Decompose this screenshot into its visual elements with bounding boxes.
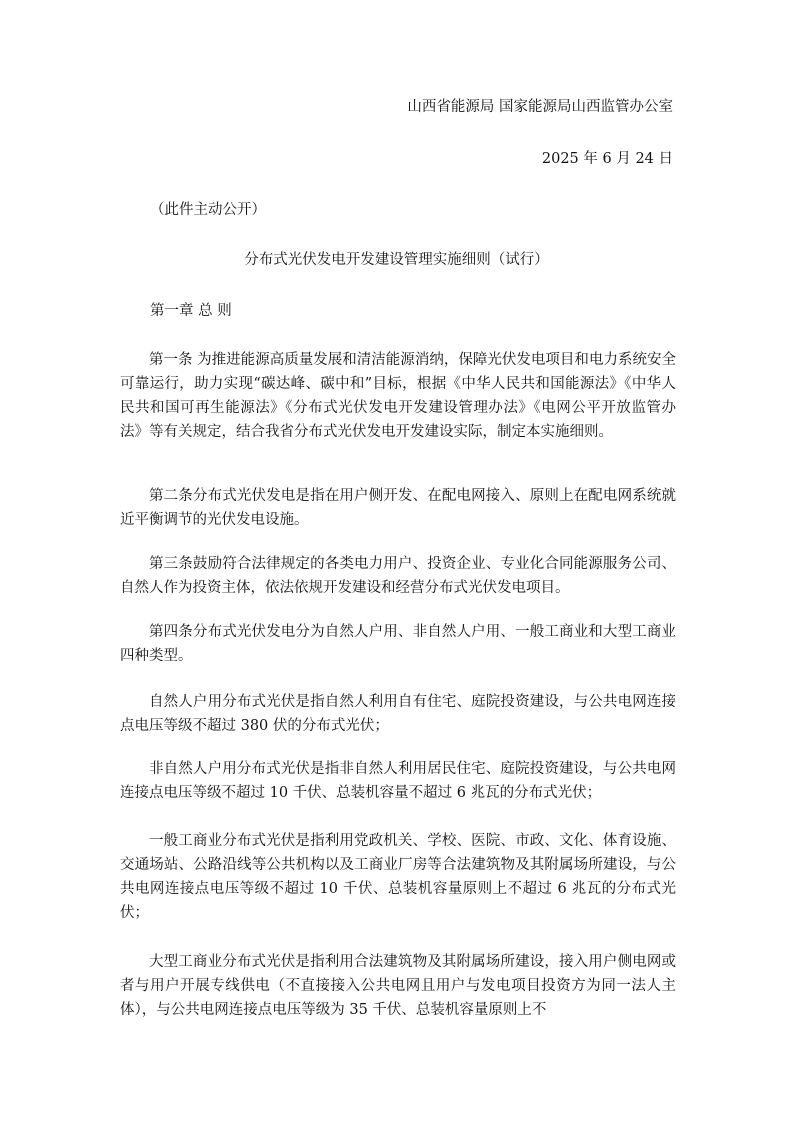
- article-3: [120, 552, 676, 600]
- issuer-line: 山西省能源局 国家能源局山西监管办公室: [407, 99, 673, 115]
- type-general-commercial: [120, 829, 676, 925]
- paragraph-text: 第二条分布式光伏发电是指在用户侧开发、在配电网接入、原则上在配电网系统就近平衡调节的光伏发电设施。: [120, 488, 676, 528]
- chapter-heading: 第一章 总 则: [150, 303, 232, 319]
- article-2: [120, 484, 676, 532]
- paragraph-text: 第三条鼓励符合法律规定的各类电力用户、投资企业、专业化合同能源服务公司、自然人作为投资主体，依法依规开发建设和经营分布式光伏发电项目。: [120, 556, 676, 596]
- type-non-natural-person-household: [120, 757, 676, 805]
- issue-date: 2025 年 6 月 24 日: [541, 151, 673, 167]
- paragraph-text: 自然人户用分布式光伏是指自然人利用自有住宅、庭院投资建设，与公共电网连接点电压等级不超过 380 伏的分布式光伏；: [120, 694, 676, 734]
- paragraph-text: 一般工商业分布式光伏是指利用党政机关、学校、医院、市政、文化、体育设施、交通场站、公路沿线等公共机构以及工商业厂房等合法建筑物及其附属场所建设，与公共电网连接点电压等级不超过 10 千伏、总装机容量原则上不超过 6 兆瓦的分布式光伏；: [120, 833, 676, 921]
- type-large-commercial: [120, 950, 676, 1022]
- article-4: [120, 620, 676, 668]
- paragraph-text: 大型工商业分布式光伏是指利用合法建筑物及其附属场所建设，接入用户侧电网或者与用户开展专线供电（不直接接入公共电网且用户与发电项目投资方为同一法人主体），与公共电网连接点电压等级为 35 千伏、总装机容量原则上不: [120, 954, 676, 1018]
- paragraph-text: 第一条 为推进能源高质量发展和清洁能源消纳，保障光伏发电项目和电力系统安全可靠运行，助力实现“碳达峰、碳中和”目标，根据《中华人民共和国能源法》《中华人民共和国可再生能源法》《分布式光伏发电开发建设管理办法》《电网公平开放监管办法》等有关规定，结合我省分布式光伏发电开发建设实际，制定本实施细则。: [120, 352, 676, 440]
- paragraph-text: 第四条分布式光伏发电分为自然人户用、非自然人户用、一般工商业和大型工商业四种类型。: [120, 624, 676, 664]
- type-natural-person-household: [120, 690, 676, 738]
- paragraph-text: 非自然人户用分布式光伏是指非自然人利用居民住宅、庭院投资建设，与公共电网连接点电压等级不超过 10 千伏、总装机容量不超过 6 兆瓦的分布式光伏；: [120, 761, 676, 801]
- document-title: 分布式光伏发电开发建设管理实施细则（试行）: [244, 252, 549, 268]
- public-notice: （此件主动公开）: [150, 202, 266, 218]
- article-1: [120, 348, 676, 444]
